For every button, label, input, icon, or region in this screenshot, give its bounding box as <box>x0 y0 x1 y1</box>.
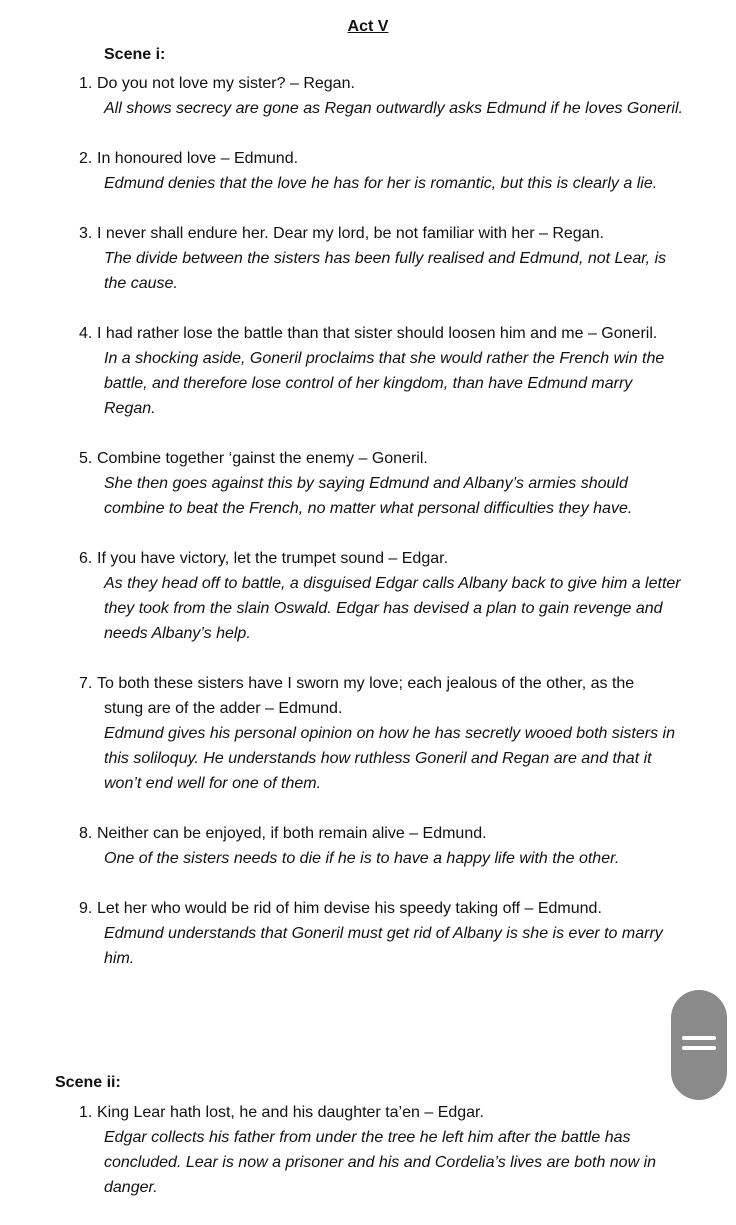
item-number: 9. <box>79 900 93 917</box>
item-number: 5. <box>79 450 93 467</box>
quote-line: Combine together ‘gainst the enemy – Goneril. <box>97 450 428 467</box>
commentary: As they head off to battle, a disguised Edgar calls Albany back to give him a letter they took from the slain Oswald. Edgar has devised a plan to gain revenge and needs Albany’s help. <box>104 575 681 642</box>
list-item <box>0 71 736 121</box>
item-number: 1. <box>79 1104 93 1121</box>
quote-line: King Lear hath lost, he and his daughter ta’en – Edgar. <box>97 1104 484 1121</box>
quote-line: I had rather lose the battle than that sister should loosen him and me – Goneril. <box>97 325 658 342</box>
commentary: One of the sisters needs to die if he is to have a happy life with the other. <box>104 850 620 867</box>
item-number: 1. <box>79 75 93 92</box>
quote-line: If you have victory, let the trumpet sound – Edgar. <box>97 550 449 567</box>
commentary: Edmund denies that the love he has for her is romantic, but this is clearly a lie. <box>104 175 658 192</box>
commentary: Edgar collects his father from under the tree he left him after the battle has concluded. Lear is now a prisoner and his and Cordelia’s lives are both now in danger. <box>104 1129 657 1196</box>
list-item <box>0 146 736 196</box>
commentary: Edmund understands that Goneril must get rid of Albany is she is ever to marry him. <box>104 925 663 967</box>
quote-line: Do you not love my sister? – Regan. <box>97 75 355 92</box>
list-item <box>0 1100 736 1200</box>
drag-handle-icon <box>682 1036 716 1040</box>
quote-text-continued: stung are of the adder – Edmund. <box>104 700 343 717</box>
commentary: In a shocking aside, Goneril proclaims that she would rather the French win the battle, and therefore lose control of her kingdom, than have Edmund marry Regan. <box>104 350 665 417</box>
drag-handle-icon <box>682 1046 716 1050</box>
quote-line: I never shall endure her. Dear my lord, be not familiar with her – Regan. <box>97 225 604 242</box>
quote-line <box>0 671 736 721</box>
item-number: 4. <box>79 325 93 342</box>
list-item <box>0 221 736 296</box>
commentary: All shows secrecy are gone as Regan outwardly asks Edmund if he loves Goneril. <box>104 100 683 117</box>
scene-i-list <box>0 71 736 996</box>
item-number: 6. <box>79 550 93 567</box>
quote-line: In honoured love – Edmund. <box>97 150 299 167</box>
quote-line: Neither can be enjoyed, if both remain alive – Edmund. <box>97 825 487 842</box>
quote-line: Let her who would be rid of him devise his speedy taking off – Edmund. <box>97 900 602 917</box>
item-number: 8. <box>79 825 93 842</box>
item-number: 7. <box>79 675 93 692</box>
quote-text: To both these sisters have I sworn my love; each jealous of the other, as the <box>97 675 635 692</box>
list-item <box>0 546 736 646</box>
item-number: 2. <box>79 150 93 167</box>
list-item <box>0 896 736 971</box>
item-number: 3. <box>79 225 93 242</box>
list-item <box>0 321 736 421</box>
commentary: She then goes against this by saying Edmund and Albany’s armies should combine to beat the French, no matter what personal difficulties they have. <box>104 475 633 517</box>
list-item <box>0 821 736 871</box>
commentary: The divide between the sisters has been fully realised and Edmund, not Lear, is the cause. <box>104 250 667 292</box>
scene-heading: Scene ii: <box>55 1074 121 1091</box>
scroll-handle[interactable] <box>671 990 727 1100</box>
list-item <box>0 671 736 796</box>
scene-heading: Scene i: <box>104 46 166 63</box>
scene-ii-list <box>0 1100 736 1225</box>
act-title: Act V <box>347 18 389 35</box>
commentary: Edmund gives his personal opinion on how he has secretly wooed both sisters in this soliloquy. He understands how ruthless Goneril and Regan are and that it won’t end well for one of them. <box>104 725 675 792</box>
list-item <box>0 446 736 521</box>
